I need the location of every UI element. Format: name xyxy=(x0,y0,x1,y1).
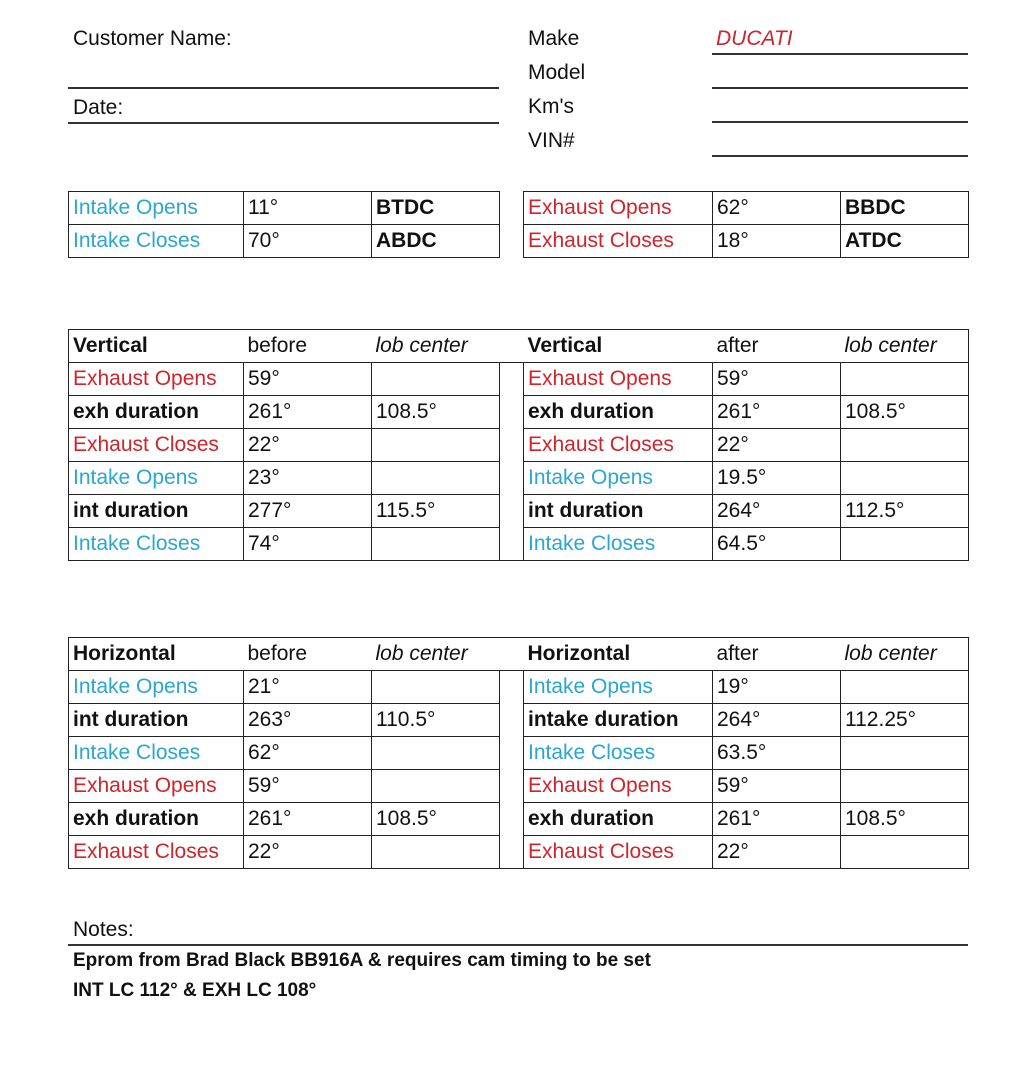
lob-center-after[interactable]: 112.5° xyxy=(841,495,969,528)
value-after[interactable]: 63.5° xyxy=(713,737,841,770)
lob-center-after[interactable] xyxy=(841,836,969,869)
value-before[interactable]: 74° xyxy=(244,528,372,561)
timing-row xyxy=(69,836,969,869)
spacer xyxy=(500,770,524,803)
lob-center-before[interactable]: 115.5° xyxy=(372,495,500,528)
timing-row xyxy=(69,737,969,770)
lob-center-after[interactable] xyxy=(841,770,969,803)
table-header-row xyxy=(69,330,969,363)
value-after[interactable]: 261° xyxy=(713,803,841,836)
row-label-after: exh duration xyxy=(524,803,713,836)
value-after[interactable]: 264° xyxy=(713,704,841,737)
exhaust-spec-table xyxy=(523,191,969,258)
row-label-after: Exhaust Opens xyxy=(524,363,713,396)
row-label-before: Intake Closes xyxy=(69,528,244,561)
value-after[interactable]: 22° xyxy=(713,836,841,869)
value-after[interactable]: 22° xyxy=(713,429,841,462)
row-label-before: Intake Closes xyxy=(69,737,244,770)
spec-value[interactable]: 18° xyxy=(713,225,841,258)
spec-value[interactable]: 11° xyxy=(244,192,372,225)
lob-center-after[interactable] xyxy=(841,528,969,561)
intake-spec-row xyxy=(69,225,500,258)
lob-center-before[interactable]: 108.5° xyxy=(372,803,500,836)
value-before[interactable]: 59° xyxy=(244,770,372,803)
model-label: Model xyxy=(528,61,586,84)
section-title: Vertical xyxy=(524,330,713,363)
column-header-lob-center: lob center xyxy=(841,638,969,671)
spacer xyxy=(500,396,524,429)
table-header-row xyxy=(69,638,969,671)
row-label-before: Exhaust Opens xyxy=(69,770,244,803)
timing-row xyxy=(69,671,969,704)
spec-label: Intake Opens xyxy=(69,192,244,225)
column-header-lob-center: lob center xyxy=(372,638,500,671)
notes-line-1[interactable]: Eprom from Brad Black BB916A & requires cam timing to be set xyxy=(73,950,651,971)
value-before[interactable]: 277° xyxy=(244,495,372,528)
row-label-before: Exhaust Closes xyxy=(69,429,244,462)
spec-label: Exhaust Closes xyxy=(524,225,713,258)
timing-row xyxy=(69,462,969,495)
column-header-before: before xyxy=(244,638,372,671)
spec-ref: ABDC xyxy=(372,225,500,258)
spacer xyxy=(500,836,524,869)
spacer xyxy=(500,803,524,836)
value-before[interactable]: 21° xyxy=(244,671,372,704)
customer-name-field[interactable] xyxy=(68,87,499,89)
row-label-before: exh duration xyxy=(69,803,244,836)
section-title: Vertical xyxy=(69,330,244,363)
lob-center-before[interactable] xyxy=(372,363,500,396)
lob-center-after[interactable] xyxy=(841,363,969,396)
row-label-after: int duration xyxy=(524,495,713,528)
row-label-before: int duration xyxy=(69,495,244,528)
value-after[interactable]: 59° xyxy=(713,770,841,803)
spec-ref: BTDC xyxy=(372,192,500,225)
make-field[interactable] xyxy=(712,53,968,55)
column-header-lob-center: lob center xyxy=(372,330,500,363)
spec-ref: BBDC xyxy=(841,192,969,225)
row-label-after: intake duration xyxy=(524,704,713,737)
column-header-lob-center: lob center xyxy=(841,330,969,363)
row-label-before: Exhaust Closes xyxy=(69,836,244,869)
vertical-timing-table xyxy=(68,329,969,561)
notes-label: Notes: xyxy=(73,918,134,941)
value-after[interactable]: 59° xyxy=(713,363,841,396)
timing-row xyxy=(69,704,969,737)
column-header-after: after xyxy=(713,330,841,363)
value-before[interactable]: 263° xyxy=(244,704,372,737)
exhaust-spec-row xyxy=(524,192,969,225)
timing-row xyxy=(69,528,969,561)
row-label-after: Exhaust Opens xyxy=(524,770,713,803)
spacer xyxy=(500,737,524,770)
customer-name-label: Customer Name: xyxy=(73,27,232,50)
timing-row xyxy=(69,363,969,396)
vin-field[interactable] xyxy=(712,155,968,157)
value-before[interactable]: 261° xyxy=(244,396,372,429)
spacer xyxy=(500,528,524,561)
make-value: DUCATI xyxy=(716,27,793,50)
row-label-after: Intake Opens xyxy=(524,671,713,704)
lob-center-before[interactable] xyxy=(372,737,500,770)
lob-center-before[interactable] xyxy=(372,770,500,803)
value-after[interactable]: 264° xyxy=(713,495,841,528)
intake-spec-table xyxy=(68,191,500,258)
section-title: Horizontal xyxy=(524,638,713,671)
timing-row xyxy=(69,770,969,803)
value-before[interactable]: 261° xyxy=(244,803,372,836)
value-after[interactable]: 19.5° xyxy=(713,462,841,495)
row-label-before: Intake Opens xyxy=(69,671,244,704)
timing-row xyxy=(69,495,969,528)
spacer xyxy=(500,363,524,396)
lob-center-before[interactable] xyxy=(372,671,500,704)
spacer xyxy=(500,462,524,495)
lob-center-after[interactable] xyxy=(841,462,969,495)
value-after[interactable]: 261° xyxy=(713,396,841,429)
value-before[interactable]: 59° xyxy=(244,363,372,396)
lob-center-after[interactable]: 108.5° xyxy=(841,396,969,429)
lob-center-before[interactable]: 108.5° xyxy=(372,396,500,429)
timing-row xyxy=(69,396,969,429)
column-header-before: before xyxy=(244,330,372,363)
value-before[interactable]: 23° xyxy=(244,462,372,495)
spec-value[interactable]: 62° xyxy=(713,192,841,225)
spacer xyxy=(500,429,524,462)
timing-row xyxy=(69,429,969,462)
date-label: Date: xyxy=(73,96,124,119)
lob-center-after[interactable]: 112.25° xyxy=(841,704,969,737)
row-label-before: exh duration xyxy=(69,396,244,429)
value-before[interactable]: 22° xyxy=(244,429,372,462)
row-label-after: Intake Opens xyxy=(524,462,713,495)
lob-center-before[interactable] xyxy=(372,528,500,561)
spacer xyxy=(500,638,524,671)
lob-center-before[interactable]: 110.5° xyxy=(372,704,500,737)
lob-center-after[interactable] xyxy=(841,737,969,770)
row-label-before: Intake Opens xyxy=(69,462,244,495)
timing-row xyxy=(69,803,969,836)
intake-spec-row xyxy=(69,192,500,225)
kms-label: Km's xyxy=(528,95,575,118)
value-after[interactable]: 64.5° xyxy=(713,528,841,561)
make-label: Make xyxy=(528,27,580,50)
spacer xyxy=(500,330,524,363)
column-header-after: after xyxy=(713,638,841,671)
horizontal-timing-table xyxy=(68,637,969,869)
spacer xyxy=(500,495,524,528)
lob-center-after[interactable] xyxy=(841,429,969,462)
row-label-before: int duration xyxy=(69,704,244,737)
kms-field[interactable] xyxy=(712,121,968,123)
lob-center-after[interactable] xyxy=(841,671,969,704)
spec-label: Exhaust Opens xyxy=(524,192,713,225)
row-label-before: Exhaust Opens xyxy=(69,363,244,396)
row-label-after: exh duration xyxy=(524,396,713,429)
lob-center-before[interactable] xyxy=(372,462,500,495)
vin-label: VIN# xyxy=(528,129,575,152)
value-before[interactable]: 62° xyxy=(244,737,372,770)
row-label-after: Exhaust Closes xyxy=(524,836,713,869)
lob-center-before[interactable] xyxy=(372,836,500,869)
spec-value[interactable]: 70° xyxy=(244,225,372,258)
lob-center-before[interactable] xyxy=(372,429,500,462)
row-label-after: Exhaust Closes xyxy=(524,429,713,462)
value-before[interactable]: 22° xyxy=(244,836,372,869)
spec-ref: ATDC xyxy=(841,225,969,258)
value-after[interactable]: 19° xyxy=(713,671,841,704)
spec-label: Intake Closes xyxy=(69,225,244,258)
model-field[interactable] xyxy=(712,87,968,89)
row-label-after: Intake Closes xyxy=(524,528,713,561)
spacer xyxy=(500,704,524,737)
spacer xyxy=(500,671,524,704)
date-field[interactable] xyxy=(68,122,499,124)
notes-line-2[interactable]: INT LC 112° & EXH LC 108° xyxy=(73,980,317,1001)
row-label-after: Intake Closes xyxy=(524,737,713,770)
section-title: Horizontal xyxy=(69,638,244,671)
lob-center-after[interactable]: 108.5° xyxy=(841,803,969,836)
exhaust-spec-row xyxy=(524,225,969,258)
